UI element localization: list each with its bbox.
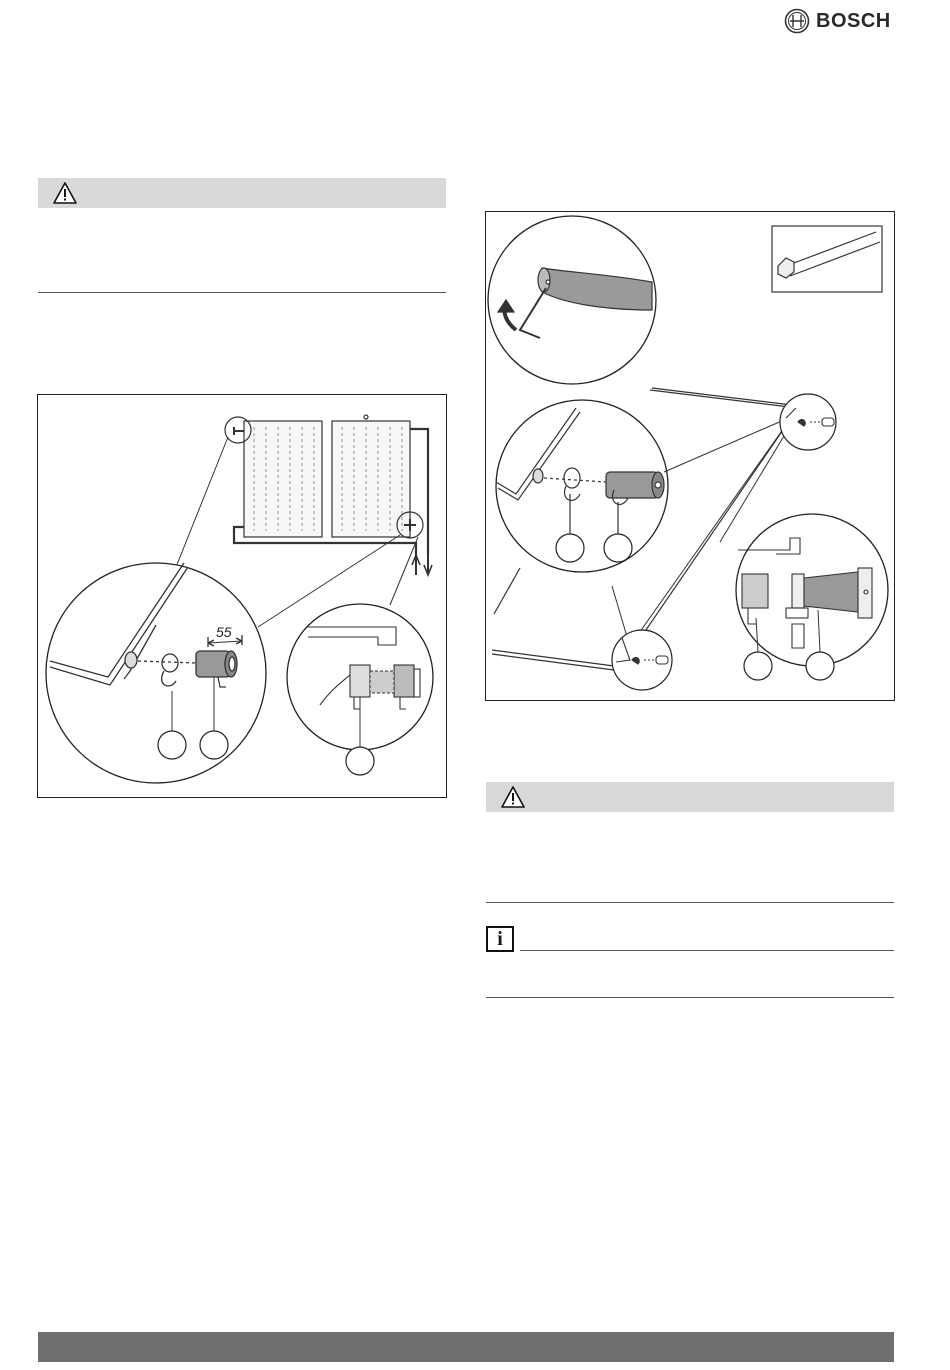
info-end-rule	[486, 997, 894, 998]
callout-3	[346, 747, 374, 775]
footer-bar	[38, 1332, 894, 1362]
callout-4	[806, 652, 834, 680]
figure-collector-mounting	[485, 211, 895, 701]
callout-2	[200, 731, 228, 759]
warning-end-rule	[38, 292, 446, 293]
brand-logo	[784, 6, 896, 36]
callout-1	[556, 534, 584, 562]
info-icon	[486, 926, 514, 952]
dimension-label: 55	[216, 624, 232, 640]
warning-triangle-icon	[500, 785, 526, 809]
bosch-armature-icon	[784, 8, 810, 34]
callout-1	[158, 731, 186, 759]
callout-3	[744, 652, 772, 680]
brand-name: BOSCH	[816, 9, 891, 32]
info-icon-letter: i	[497, 928, 503, 950]
warning-bar	[38, 178, 446, 208]
info-header-rule	[520, 950, 894, 951]
callout-2	[604, 534, 632, 562]
collector-mounting-illustration	[486, 212, 894, 700]
warning-bar-right	[486, 782, 894, 812]
figure-collector-connection	[37, 394, 447, 798]
warning-end-rule-right	[486, 902, 894, 903]
collector-connection-illustration	[38, 395, 446, 797]
warning-triangle-icon	[52, 181, 78, 205]
